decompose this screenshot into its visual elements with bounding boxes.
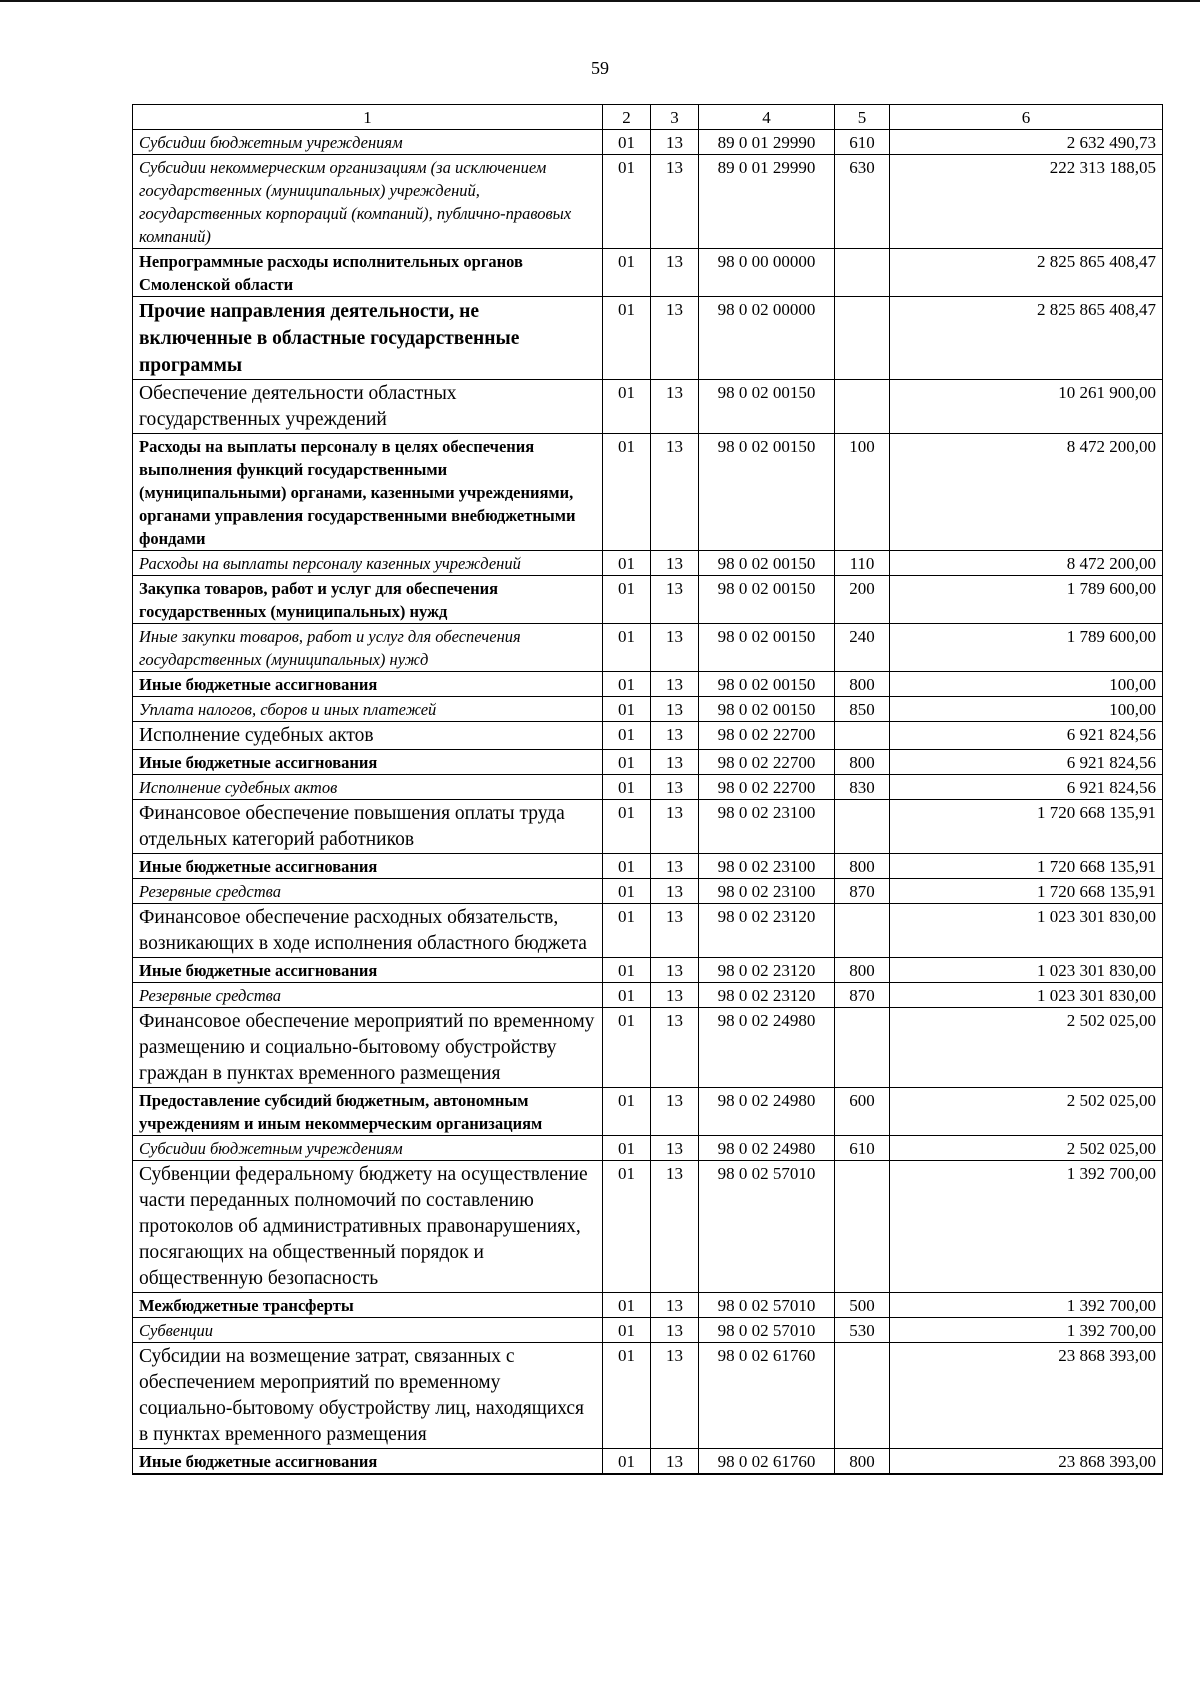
target-article-code-cell: 98 0 02 23120 xyxy=(699,983,835,1008)
expense-type-code-cell xyxy=(835,1161,890,1293)
subsection-code-cell: 13 xyxy=(651,249,699,297)
expense-type-code-cell xyxy=(835,800,890,854)
subsection-code-cell: 13 xyxy=(651,624,699,672)
table-row xyxy=(133,249,1163,297)
table-row xyxy=(133,1008,1163,1088)
expense-type-code-cell: 870 xyxy=(835,983,890,1008)
section-code-cell: 01 xyxy=(603,958,651,983)
amount-cell: 222 313 188,05 xyxy=(890,155,1163,249)
section-code-cell: 01 xyxy=(603,800,651,854)
section-code-cell: 01 xyxy=(603,879,651,904)
amount-cell: 6 921 824,56 xyxy=(890,775,1163,800)
expense-type-code-cell xyxy=(835,1008,890,1088)
subsection-code-cell: 13 xyxy=(651,1318,699,1343)
target-article-code-cell: 89 0 01 29990 xyxy=(699,130,835,155)
target-article-code-cell: 98 0 02 00150 xyxy=(699,576,835,624)
subsection-code-cell: 13 xyxy=(651,1293,699,1318)
table-row xyxy=(133,1449,1163,1475)
section-code-cell: 01 xyxy=(603,1293,651,1318)
section-code-cell: 01 xyxy=(603,1008,651,1088)
table-header-row xyxy=(133,105,1163,130)
amount-cell: 23 868 393,00 xyxy=(890,1343,1163,1449)
expense-type-code-cell: 630 xyxy=(835,155,890,249)
target-article-code-cell: 98 0 02 00150 xyxy=(699,697,835,722)
row-name-cell: Расходы на выплаты персоналу казенных учреждений xyxy=(133,551,603,576)
subsection-code-cell: 13 xyxy=(651,697,699,722)
section-code-cell: 01 xyxy=(603,1343,651,1449)
section-code-cell: 01 xyxy=(603,775,651,800)
target-article-code-cell: 98 0 02 00150 xyxy=(699,624,835,672)
table-row xyxy=(133,697,1163,722)
subsection-code-cell: 13 xyxy=(651,800,699,854)
subsection-code-cell: 13 xyxy=(651,1008,699,1088)
table-row xyxy=(133,854,1163,879)
table-row xyxy=(133,434,1163,551)
target-article-code-cell: 98 0 02 24980 xyxy=(699,1008,835,1088)
row-name-cell: Иные бюджетные ассигнования xyxy=(133,672,603,697)
section-code-cell: 01 xyxy=(603,1161,651,1293)
target-article-code-cell: 98 0 00 00000 xyxy=(699,249,835,297)
target-article-code-cell: 98 0 02 23120 xyxy=(699,958,835,983)
row-name-cell: Резервные средства xyxy=(133,983,603,1008)
section-code-cell: 01 xyxy=(603,551,651,576)
budget-table-body xyxy=(133,105,1163,1475)
section-code-cell: 01 xyxy=(603,750,651,775)
target-article-code-cell: 98 0 02 57010 xyxy=(699,1318,835,1343)
table-row xyxy=(133,1088,1163,1136)
row-name-cell: Закупка товаров, работ и услуг для обеспечения государственных (муниципальных) нужд xyxy=(133,576,603,624)
expense-type-code-cell: 240 xyxy=(835,624,890,672)
table-row xyxy=(133,775,1163,800)
amount-cell: 1 023 301 830,00 xyxy=(890,983,1163,1008)
target-article-code-cell: 98 0 02 00150 xyxy=(699,551,835,576)
target-article-code-cell: 98 0 02 00150 xyxy=(699,434,835,551)
subsection-code-cell: 13 xyxy=(651,722,699,750)
amount-cell: 6 921 824,56 xyxy=(890,722,1163,750)
table-row xyxy=(133,551,1163,576)
expense-type-code-cell: 610 xyxy=(835,130,890,155)
target-article-code-cell: 98 0 02 23100 xyxy=(699,800,835,854)
expense-type-code-cell xyxy=(835,722,890,750)
subsection-code-cell: 13 xyxy=(651,130,699,155)
target-article-code-cell: 98 0 02 00000 xyxy=(699,297,835,380)
amount-cell: 2 502 025,00 xyxy=(890,1136,1163,1161)
table-row xyxy=(133,983,1163,1008)
table-row xyxy=(133,722,1163,750)
section-code-cell: 01 xyxy=(603,1088,651,1136)
table-row xyxy=(133,879,1163,904)
expense-type-code-cell: 870 xyxy=(835,879,890,904)
section-code-cell: 01 xyxy=(603,576,651,624)
row-name-cell: Иные бюджетные ассигнования xyxy=(133,854,603,879)
row-name-cell: Субвенции федеральному бюджету на осуществление части переданных полномочий по составлению протоколов об административных правонарушениях, посягающих на общественный порядок и общественную безопасность xyxy=(133,1161,603,1293)
row-name-cell: Предоставление субсидий бюджетным, автономным учреждениям и иным некоммерческим организациям xyxy=(133,1088,603,1136)
target-article-code-cell: 98 0 02 24980 xyxy=(699,1088,835,1136)
row-name-cell: Иные бюджетные ассигнования xyxy=(133,750,603,775)
table-row xyxy=(133,1161,1163,1293)
expense-type-code-cell: 800 xyxy=(835,750,890,775)
row-name-cell: Уплата налогов, сборов и иных платежей xyxy=(133,697,603,722)
table-row xyxy=(133,1293,1163,1318)
row-name-cell: Финансовое обеспечение мероприятий по временному размещению и социально-бытовому обустройству граждан в пунктах временного размещения xyxy=(133,1008,603,1088)
target-article-code-cell: 98 0 02 00150 xyxy=(699,672,835,697)
target-article-code-cell: 98 0 02 24980 xyxy=(699,1136,835,1161)
section-code-cell: 01 xyxy=(603,722,651,750)
expense-type-code-cell xyxy=(835,1343,890,1449)
subsection-code-cell: 13 xyxy=(651,380,699,434)
subsection-code-cell: 13 xyxy=(651,750,699,775)
amount-cell: 1 392 700,00 xyxy=(890,1293,1163,1318)
row-name-cell: Финансовое обеспечение расходных обязательств, возникающих в ходе исполнения областного бюджета xyxy=(133,904,603,958)
amount-cell: 1 789 600,00 xyxy=(890,576,1163,624)
section-code-cell: 01 xyxy=(603,983,651,1008)
amount-cell: 100,00 xyxy=(890,672,1163,697)
row-name-cell: Резервные средства xyxy=(133,879,603,904)
subsection-code-cell: 13 xyxy=(651,1343,699,1449)
table-row xyxy=(133,750,1163,775)
subsection-code-cell: 13 xyxy=(651,854,699,879)
section-code-cell: 01 xyxy=(603,380,651,434)
section-code-cell: 01 xyxy=(603,130,651,155)
expense-type-code-cell xyxy=(835,297,890,380)
row-name-cell: Субсидии бюджетным учреждениям xyxy=(133,130,603,155)
section-code-cell: 01 xyxy=(603,1449,651,1475)
header-cell-2: 2 xyxy=(603,105,651,130)
target-article-code-cell: 98 0 02 23100 xyxy=(699,879,835,904)
table-row xyxy=(133,904,1163,958)
subsection-code-cell: 13 xyxy=(651,434,699,551)
expense-type-code-cell: 830 xyxy=(835,775,890,800)
section-code-cell: 01 xyxy=(603,854,651,879)
table-row xyxy=(133,297,1163,380)
row-name-cell: Расходы на выплаты персоналу в целях обеспечения выполнения функций государственными (муниципальными) органами, казенными учреждениями, органами управления государственными внебюджетными фондами xyxy=(133,434,603,551)
header-cell-6: 6 xyxy=(890,105,1163,130)
row-name-cell: Иные бюджетные ассигнования xyxy=(133,958,603,983)
target-article-code-cell: 98 0 02 61760 xyxy=(699,1343,835,1449)
amount-cell: 2 632 490,73 xyxy=(890,130,1163,155)
expense-type-code-cell: 500 xyxy=(835,1293,890,1318)
amount-cell: 1 720 668 135,91 xyxy=(890,879,1163,904)
amount-cell: 6 921 824,56 xyxy=(890,750,1163,775)
header-cell-3: 3 xyxy=(651,105,699,130)
expense-type-code-cell: 110 xyxy=(835,551,890,576)
target-article-code-cell: 98 0 02 57010 xyxy=(699,1161,835,1293)
expense-type-code-cell: 200 xyxy=(835,576,890,624)
row-name-cell: Иные закупки товаров, работ и услуг для обеспечения государственных (муниципальных) нужд xyxy=(133,624,603,672)
expense-type-code-cell: 800 xyxy=(835,854,890,879)
expense-type-code-cell: 600 xyxy=(835,1088,890,1136)
expense-type-code-cell xyxy=(835,380,890,434)
target-article-code-cell: 98 0 02 23100 xyxy=(699,854,835,879)
subsection-code-cell: 13 xyxy=(651,904,699,958)
amount-cell: 1 392 700,00 xyxy=(890,1318,1163,1343)
row-name-cell: Межбюджетные трансферты xyxy=(133,1293,603,1318)
amount-cell: 1 392 700,00 xyxy=(890,1161,1163,1293)
section-code-cell: 01 xyxy=(603,297,651,380)
subsection-code-cell: 13 xyxy=(651,775,699,800)
amount-cell: 8 472 200,00 xyxy=(890,434,1163,551)
row-name-cell: Исполнение судебных актов xyxy=(133,775,603,800)
amount-cell: 8 472 200,00 xyxy=(890,551,1163,576)
expense-type-code-cell xyxy=(835,249,890,297)
budget-table xyxy=(132,104,1163,1475)
table-row xyxy=(133,130,1163,155)
amount-cell: 2 825 865 408,47 xyxy=(890,297,1163,380)
header-cell-1: 1 xyxy=(133,105,603,130)
expense-type-code-cell: 610 xyxy=(835,1136,890,1161)
target-article-code-cell: 98 0 02 22700 xyxy=(699,775,835,800)
target-article-code-cell: 98 0 02 61760 xyxy=(699,1449,835,1475)
amount-cell: 23 868 393,00 xyxy=(890,1449,1163,1475)
target-article-code-cell: 98 0 02 22700 xyxy=(699,750,835,775)
subsection-code-cell: 13 xyxy=(651,551,699,576)
row-name-cell: Субсидии бюджетным учреждениям xyxy=(133,1136,603,1161)
expense-type-code-cell: 800 xyxy=(835,958,890,983)
target-article-code-cell: 98 0 02 22700 xyxy=(699,722,835,750)
subsection-code-cell: 13 xyxy=(651,1088,699,1136)
target-article-code-cell: 98 0 02 23120 xyxy=(699,904,835,958)
table-row xyxy=(133,155,1163,249)
section-code-cell: 01 xyxy=(603,155,651,249)
subsection-code-cell: 13 xyxy=(651,1449,699,1475)
amount-cell: 2 825 865 408,47 xyxy=(890,249,1163,297)
table-row xyxy=(133,672,1163,697)
subsection-code-cell: 13 xyxy=(651,576,699,624)
expense-type-code-cell: 800 xyxy=(835,1449,890,1475)
row-name-cell: Непрограммные расходы исполнительных органов Смоленской области xyxy=(133,249,603,297)
section-code-cell: 01 xyxy=(603,434,651,551)
table-row xyxy=(133,380,1163,434)
target-article-code-cell: 98 0 02 57010 xyxy=(699,1293,835,1318)
expense-type-code-cell: 850 xyxy=(835,697,890,722)
table-row xyxy=(133,624,1163,672)
row-name-cell: Субсидии на возмещение затрат, связанных с обеспечением мероприятий по временному социально-бытовому обустройству лиц, находящихся в пунктах временного размещения xyxy=(133,1343,603,1449)
amount-cell: 1 023 301 830,00 xyxy=(890,904,1163,958)
target-article-code-cell: 98 0 02 00150 xyxy=(699,380,835,434)
section-code-cell: 01 xyxy=(603,624,651,672)
table-row xyxy=(133,800,1163,854)
amount-cell: 1 720 668 135,91 xyxy=(890,854,1163,879)
amount-cell: 2 502 025,00 xyxy=(890,1008,1163,1088)
table-row xyxy=(133,1136,1163,1161)
row-name-cell: Субсидии некоммерческим организациям (за исключением государственных (муниципальных) учреждений, государственных корпораций (компаний), публично-правовых компаний) xyxy=(133,155,603,249)
top-rule xyxy=(0,0,1200,3)
amount-cell: 10 261 900,00 xyxy=(890,380,1163,434)
subsection-code-cell: 13 xyxy=(651,1161,699,1293)
table-row xyxy=(133,1343,1163,1449)
expense-type-code-cell xyxy=(835,904,890,958)
amount-cell: 2 502 025,00 xyxy=(890,1088,1163,1136)
section-code-cell: 01 xyxy=(603,904,651,958)
row-name-cell: Финансовое обеспечение повышения оплаты труда отдельных категорий работников xyxy=(133,800,603,854)
table-row xyxy=(133,958,1163,983)
table-row xyxy=(133,1318,1163,1343)
header-cell-5: 5 xyxy=(835,105,890,130)
amount-cell: 1 720 668 135,91 xyxy=(890,800,1163,854)
row-name-cell: Обеспечение деятельности областных государственных учреждений xyxy=(133,380,603,434)
expense-type-code-cell: 530 xyxy=(835,1318,890,1343)
subsection-code-cell: 13 xyxy=(651,983,699,1008)
subsection-code-cell: 13 xyxy=(651,1136,699,1161)
row-name-cell: Исполнение судебных актов xyxy=(133,722,603,750)
expense-type-code-cell: 800 xyxy=(835,672,890,697)
section-code-cell: 01 xyxy=(603,1136,651,1161)
page-number: 59 xyxy=(591,58,609,78)
target-article-code-cell: 89 0 01 29990 xyxy=(699,155,835,249)
expense-type-code-cell: 100 xyxy=(835,434,890,551)
section-code-cell: 01 xyxy=(603,697,651,722)
row-name-cell: Субвенции xyxy=(133,1318,603,1343)
subsection-code-cell: 13 xyxy=(651,958,699,983)
subsection-code-cell: 13 xyxy=(651,879,699,904)
amount-cell: 1 789 600,00 xyxy=(890,624,1163,672)
section-code-cell: 01 xyxy=(603,249,651,297)
subsection-code-cell: 13 xyxy=(651,672,699,697)
subsection-code-cell: 13 xyxy=(651,155,699,249)
amount-cell: 1 023 301 830,00 xyxy=(890,958,1163,983)
section-code-cell: 01 xyxy=(603,672,651,697)
row-name-cell: Иные бюджетные ассигнования xyxy=(133,1449,603,1475)
table-row xyxy=(133,576,1163,624)
header-cell-4: 4 xyxy=(699,105,835,130)
section-code-cell: 01 xyxy=(603,1318,651,1343)
row-name-cell: Прочие направления деятельности, не включенные в областные государственные программы xyxy=(133,297,603,380)
amount-cell: 100,00 xyxy=(890,697,1163,722)
subsection-code-cell: 13 xyxy=(651,297,699,380)
